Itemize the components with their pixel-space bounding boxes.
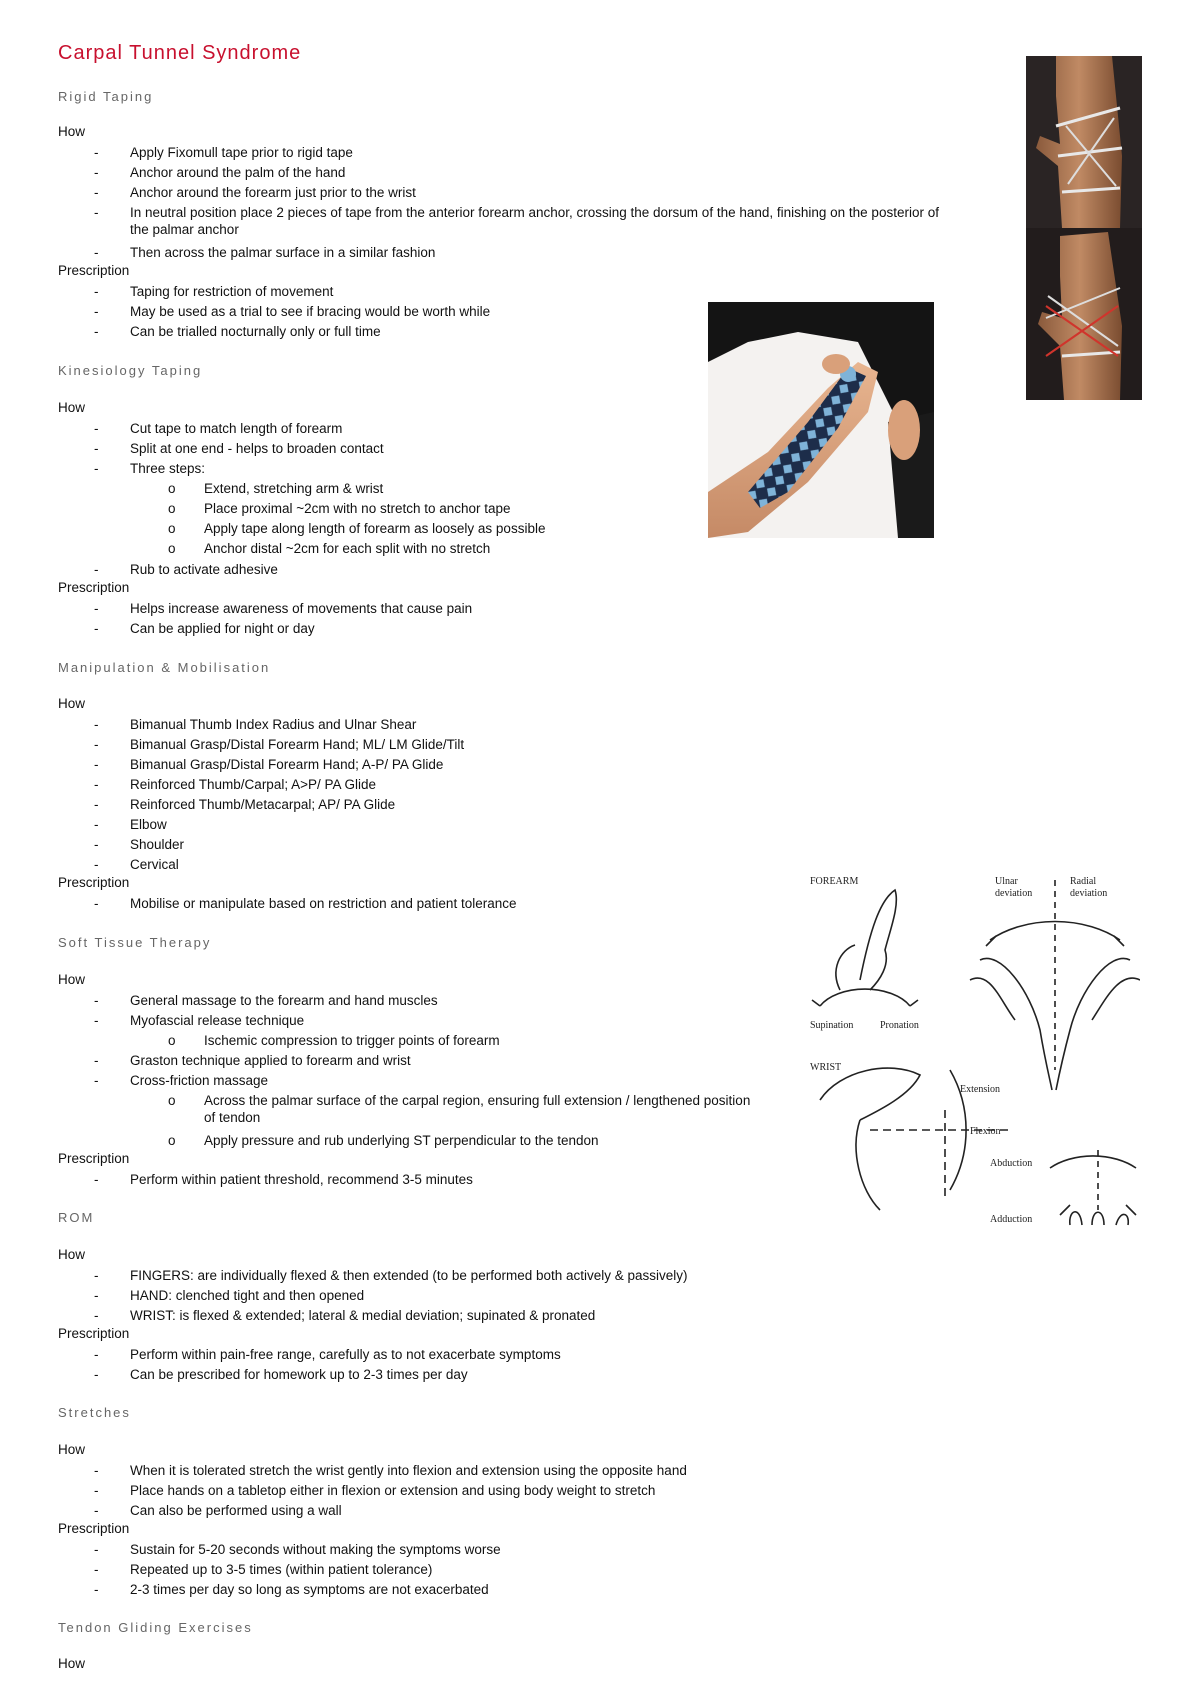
dash-marker: - (94, 421, 99, 436)
dash-marker: - (94, 304, 99, 319)
label-flexion: Flexion (970, 1126, 1001, 1137)
section-heading-rom: ROM (58, 1210, 95, 1225)
dash-marker: - (94, 185, 99, 200)
label-ulnar-1: Ulnar (995, 876, 1018, 887)
dash-marker: - (94, 717, 99, 732)
dash-marker: - (94, 1288, 99, 1303)
dash-marker: - (94, 1582, 99, 1597)
dash-marker: - (94, 1073, 99, 1088)
dash-marker: - (94, 284, 99, 299)
label-abduction: Abduction (990, 1158, 1033, 1169)
dash-marker: - (94, 777, 99, 792)
circle-marker: o (168, 501, 176, 516)
dash-marker: - (94, 1347, 99, 1362)
circle-marker: o (168, 481, 176, 496)
dash-marker: - (94, 1053, 99, 1068)
section-heading-rigid-taping: Rigid Taping (58, 89, 154, 104)
dash-marker: - (94, 145, 99, 160)
dash-marker: - (94, 1367, 99, 1382)
dash-marker: - (94, 324, 99, 339)
dash-marker: - (94, 601, 99, 616)
label-ulnar-2: deviation (995, 888, 1033, 899)
dash-marker: - (94, 993, 99, 1008)
dash-marker: - (94, 857, 99, 872)
circle-marker: o (168, 1133, 176, 1148)
dash-marker: - (94, 1268, 99, 1283)
how-label: How (58, 1656, 86, 1671)
section-heading-manipulation: Manipulation & Mobilisation (58, 660, 271, 675)
section-heading-soft-tissue: Soft Tissue Therapy (58, 935, 212, 950)
dash-marker: - (94, 562, 99, 577)
prescription-label: Prescription (58, 580, 130, 595)
label-supination: Supination (810, 1020, 854, 1031)
dash-marker: - (94, 797, 99, 812)
how-label: How (58, 1442, 86, 1457)
label-pronation: Pronation (880, 1020, 919, 1031)
dash-marker: - (94, 817, 99, 832)
how-label: How (58, 1247, 86, 1262)
how-label: How (58, 972, 86, 987)
rom-diagram (800, 870, 1140, 1230)
dash-marker: - (94, 245, 99, 260)
circle-marker: o (168, 541, 176, 556)
label-radial-2: deviation (1070, 888, 1108, 899)
dash-marker: - (94, 737, 99, 752)
dash-marker: - (94, 1503, 99, 1518)
kinesiology-taping-photo (708, 302, 934, 538)
label-radial-1: Radial (1070, 876, 1097, 887)
circle-marker: o (168, 521, 176, 536)
dash-marker: - (94, 205, 99, 220)
dash-marker: - (94, 461, 99, 476)
dash-marker: - (94, 757, 99, 772)
circle-marker: o (168, 1093, 176, 1108)
how-label: How (58, 400, 86, 415)
dash-marker: - (94, 1542, 99, 1557)
prescription-label: Prescription (58, 875, 130, 890)
section-heading-tendon-gliding: Tendon Gliding Exercises (58, 1620, 253, 1635)
dash-marker: - (94, 1013, 99, 1028)
label-extension: Extension (960, 1084, 1000, 1095)
dash-marker: - (94, 837, 99, 852)
circle-marker: o (168, 1033, 176, 1048)
dash-marker: - (94, 896, 99, 911)
dash-marker: - (94, 165, 99, 180)
prescription-label: Prescription (58, 263, 130, 278)
dash-marker: - (94, 1463, 99, 1478)
dash-marker: - (94, 621, 99, 636)
rigid-taping-photo (1026, 56, 1142, 400)
prescription-label: Prescription (58, 1521, 130, 1536)
dash-marker: - (94, 1483, 99, 1498)
page-title: Carpal Tunnel Syndrome (58, 42, 302, 64)
label-forearm: FOREARM (810, 876, 859, 887)
dash-marker: - (94, 1172, 99, 1187)
section-heading-kinesiology-taping: Kinesiology Taping (58, 363, 203, 378)
label-adduction: Adduction (990, 1214, 1033, 1225)
dash-marker: - (94, 1308, 99, 1323)
prescription-label: Prescription (58, 1151, 130, 1166)
how-label: How (58, 124, 86, 139)
prescription-label: Prescription (58, 1326, 130, 1341)
how-label: How (58, 696, 86, 711)
dash-marker: - (94, 441, 99, 456)
section-heading-stretches: Stretches (58, 1405, 131, 1420)
dash-marker: - (94, 1562, 99, 1577)
label-wrist: WRIST (810, 1062, 842, 1073)
